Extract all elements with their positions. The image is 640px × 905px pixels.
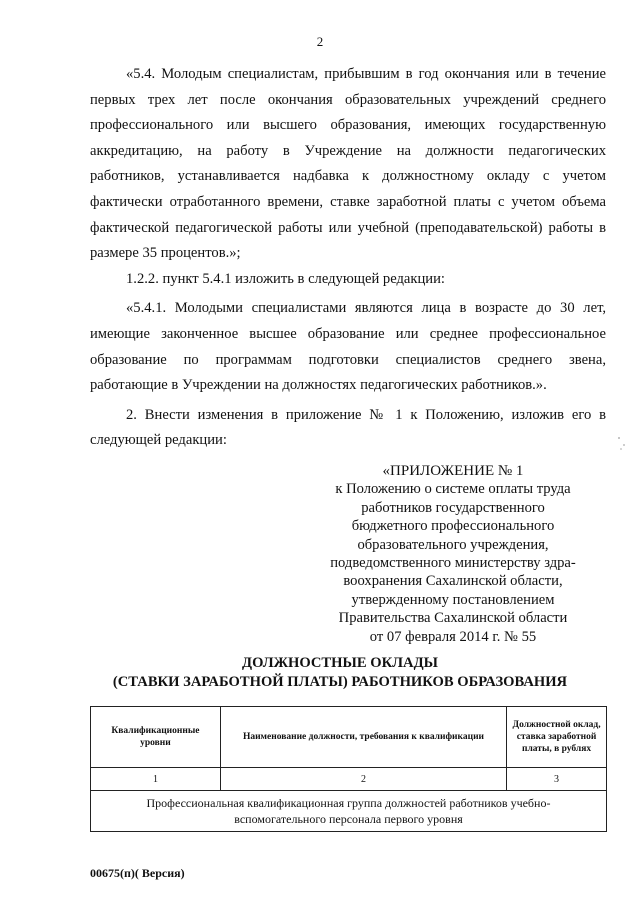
table-group-row xyxy=(91,791,607,832)
appendix-line: подведомственного министерству здра- xyxy=(330,555,576,572)
paragraph-2: 2. Внести изменения в приложение № 1 к Положению, изложив его в следующей редакции: xyxy=(90,406,606,449)
professional-group-label: Профессиональная квалификационная группа должностей работников учебно-вспомогательного персонала первого уровня xyxy=(91,791,607,832)
salary-table xyxy=(90,706,607,832)
appendix-heading: «ПРИЛОЖЕНИЕ № 1 xyxy=(382,463,524,479)
header-position-name: Наименование должности, требования к квалификации xyxy=(220,707,506,768)
title-line-1: ДОЛЖНОСТНЫЕ ОКЛАДЫ xyxy=(242,655,438,671)
body-text xyxy=(90,62,606,454)
page-number: 2 xyxy=(316,34,324,49)
column-number: 3 xyxy=(507,768,607,791)
appendix-line: воохранения Сахалинской области, xyxy=(343,573,563,590)
column-number: 1 xyxy=(91,768,221,791)
appendix-line: к Положению о системе оплаты труда xyxy=(335,481,571,498)
paragraph-5-4: «5.4. Молодым специалистам, прибывшим в год окончания или в течение первых трех лет после окончания образовательных учреждений среднего профессионального или высшего образования, имеющих государственную аккредитацию, на работу в Учреждение на должности педагогических работников, устанавливается надбавка к должностному окладу с учетом фактически отработанного времени, ставке заработной платы с учетом объема фактической педагогической работы или учебной (преподавательской) работы в размере 35 процентов.»; xyxy=(90,66,606,262)
table-column-number-row xyxy=(91,768,607,791)
appendix-line: работников государственного xyxy=(361,499,545,516)
header-salary: Должностной оклад, ставка заработной платы, в рублях xyxy=(507,707,607,768)
appendix-line: от 07 февраля 2014 г. № 55 xyxy=(369,628,537,645)
header-qualification-levels: Квалификационные уровни xyxy=(91,707,221,768)
appendix-line: бюджетного профессионального xyxy=(351,518,555,535)
scan-speck-icon xyxy=(615,433,629,453)
paragraph-1-2-2: 1.2.2. пункт 5.4.1 изложить в следующей редакции: xyxy=(126,270,445,287)
document-title xyxy=(60,654,620,692)
footer-code: 00675(п)( Версия) xyxy=(90,866,185,880)
appendix-line: утвержденному постановлением xyxy=(351,591,555,608)
appendix-block xyxy=(300,462,606,646)
appendix-line: Правительства Сахалинской области xyxy=(338,610,568,627)
appendix-line: образовательного учреждения, xyxy=(357,536,549,553)
paragraph-5-4-1: «5.4.1. Молодыми специалистами являются лица в возрасте до 30 лет, имеющие законченное высшее образование или среднее профессиональное образование по программам подготовки специалистов среднего звена, работающие в Учреждении на должностях педагогических работников.». xyxy=(90,300,606,394)
column-number: 2 xyxy=(220,768,506,791)
table-header-row xyxy=(91,707,607,768)
title-line-2: (СТАВКИ ЗАРАБОТНОЙ ПЛАТЫ) РАБОТНИКОВ ОБРАЗОВАНИЯ xyxy=(112,674,568,690)
